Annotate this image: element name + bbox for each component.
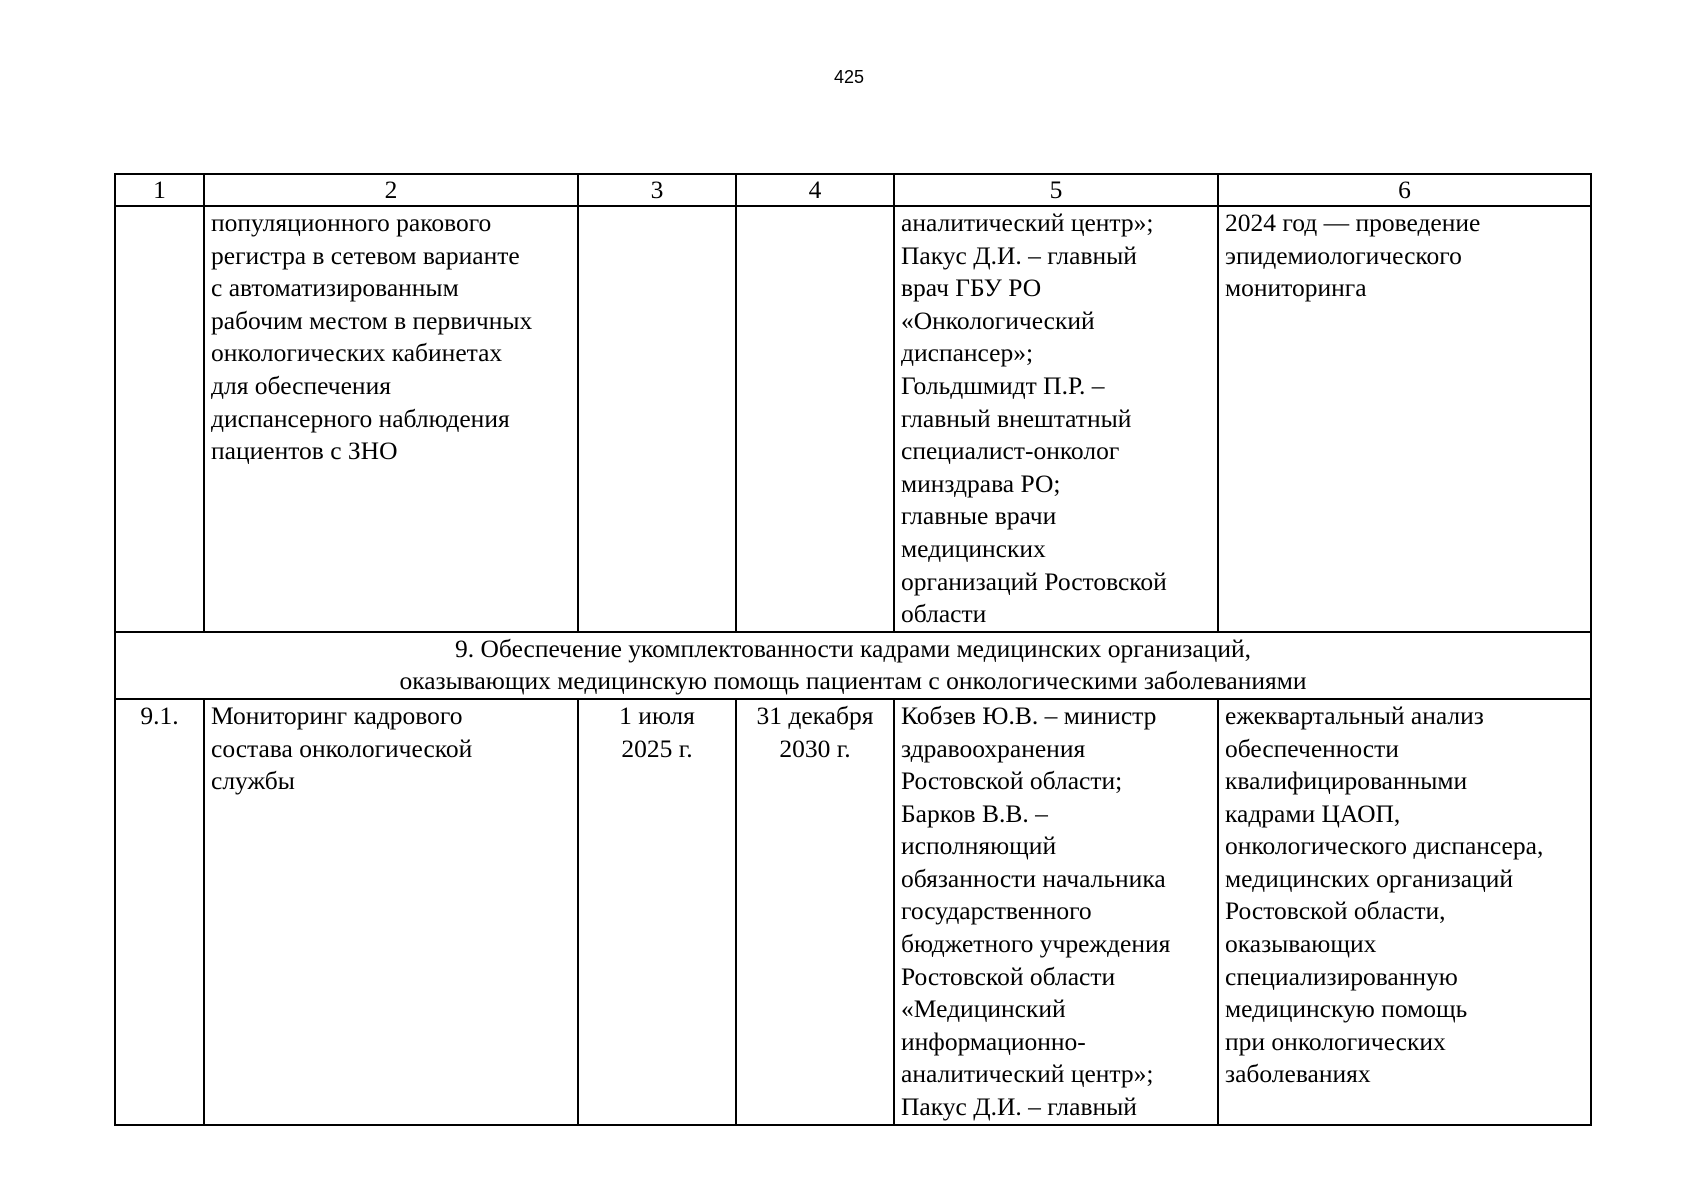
text-line: 1 июля — [619, 700, 695, 730]
text-line: специалист-онколог — [901, 436, 1120, 466]
text-line: врач ГБУ РО — [901, 273, 1042, 303]
text-line: онкологического диспансера, — [1225, 831, 1544, 861]
text-line: главные врачи — [901, 501, 1057, 531]
section-heading — [115, 632, 1591, 699]
cont-start-date-cell — [578, 206, 736, 632]
result-cell — [1218, 699, 1591, 1125]
text-line: аналитический центр»; — [901, 1059, 1154, 1089]
text-line: специализированную — [1225, 961, 1458, 991]
text-line: области — [901, 599, 987, 629]
end-date-cell — [736, 699, 894, 1125]
responsible-cell — [894, 699, 1218, 1125]
text-line: оказывающих — [1225, 929, 1377, 959]
cont-responsible-cell — [894, 206, 1218, 632]
text-line: Ростовской области — [901, 961, 1116, 991]
start-date-cell — [578, 699, 736, 1125]
text-line: Ростовской области, — [1225, 896, 1446, 926]
text-line: главный внештатный — [901, 403, 1132, 433]
text-line: регистра в сетевом варианте — [211, 240, 520, 270]
text-line: онкологических кабинетах — [211, 338, 503, 368]
text-line: Мониторинг кадрового — [211, 700, 463, 730]
text-line: государственного — [901, 896, 1092, 926]
header-cell-1: 1 — [115, 174, 204, 206]
header-cell-3: 3 — [578, 174, 736, 206]
text-line: 31 декабря — [756, 700, 874, 730]
text-line: 2024 год — проведение — [1225, 208, 1481, 237]
text-line: диспансер»; — [901, 338, 1034, 368]
text-line: медицинских — [901, 533, 1046, 563]
text-line: заболеваниях — [1225, 1059, 1371, 1089]
section-heading-line: 9. Обеспечение укомплектованности кадрами медицинских организаций, — [455, 633, 1251, 663]
text-line: Кобзев Ю.В. – министр — [901, 700, 1157, 730]
text-line: 2030 г. — [779, 733, 851, 763]
cont-end-date-cell — [736, 206, 894, 632]
text-line: кадрами ЦАОП, — [1225, 798, 1401, 828]
plan-table — [114, 173, 1592, 1126]
text-line: минздрава РО; — [901, 468, 1061, 498]
row-number-cell: 9.1. — [115, 699, 204, 1125]
text-line: обеспеченности — [1225, 733, 1399, 763]
text-line: организаций Ростовской — [901, 566, 1167, 596]
text-line: Гольдшмидт П.Р. – — [901, 370, 1105, 400]
text-line: исполняющий — [901, 831, 1057, 861]
header-cell-5: 5 — [894, 174, 1218, 206]
text-line: с автоматизированным — [211, 273, 459, 303]
text-line: Пакус Д.И. – главный — [901, 240, 1137, 270]
text-line: обязанности начальника — [901, 863, 1166, 893]
text-line: состава онкологической — [211, 733, 473, 763]
header-cell-4: 4 — [736, 174, 894, 206]
text-line: мониторинга — [1225, 273, 1367, 303]
text-line: рабочим местом в первичных — [211, 305, 533, 335]
text-line: Пакус Д.И. – главный — [901, 1092, 1137, 1122]
section-heading-row — [115, 632, 1591, 699]
section-heading-line: оказывающих медицинскую помощь пациентам с онкологическими заболеваниями — [399, 666, 1307, 696]
text-line: службы — [211, 766, 295, 796]
text-line: Барков В.В. – — [901, 798, 1048, 828]
text-line: квалифицированными — [1225, 766, 1468, 796]
cont-number-cell — [115, 206, 204, 632]
text-line: медицинскую помощь — [1225, 994, 1468, 1024]
activity-cell — [204, 699, 578, 1125]
header-cell-2: 2 — [204, 174, 578, 206]
header-cell-6: 6 — [1218, 174, 1591, 206]
text-line: «Онкологический — [901, 305, 1095, 335]
text-line: 2025 г. — [621, 733, 693, 763]
text-line: популяционного ракового — [211, 208, 492, 237]
text-line: информационно- — [901, 1026, 1086, 1056]
table-row-9-1 — [115, 699, 1591, 1125]
cont-result-cell — [1218, 206, 1591, 632]
table-header-row — [115, 174, 1591, 206]
text-line: пациентов с ЗНО — [211, 436, 398, 466]
text-line: медицинских организаций — [1225, 863, 1514, 893]
text-line: ежеквартальный анализ — [1225, 700, 1484, 730]
text-line: эпидемиологического — [1225, 240, 1462, 270]
text-line: при онкологических — [1225, 1026, 1446, 1056]
text-line: аналитический центр»; — [901, 208, 1154, 237]
text-line: для обеспечения — [211, 370, 391, 400]
text-line: бюджетного учреждения — [901, 929, 1171, 959]
text-line: «Медицинский — [901, 994, 1066, 1024]
table-row-continued — [115, 206, 1591, 632]
cont-activity-cell — [204, 206, 578, 632]
text-line: здравоохранения — [901, 733, 1086, 763]
page-number: 425 — [833, 67, 865, 87]
text-line: Ростовской области; — [901, 766, 1123, 796]
text-line: диспансерного наблюдения — [211, 403, 510, 433]
